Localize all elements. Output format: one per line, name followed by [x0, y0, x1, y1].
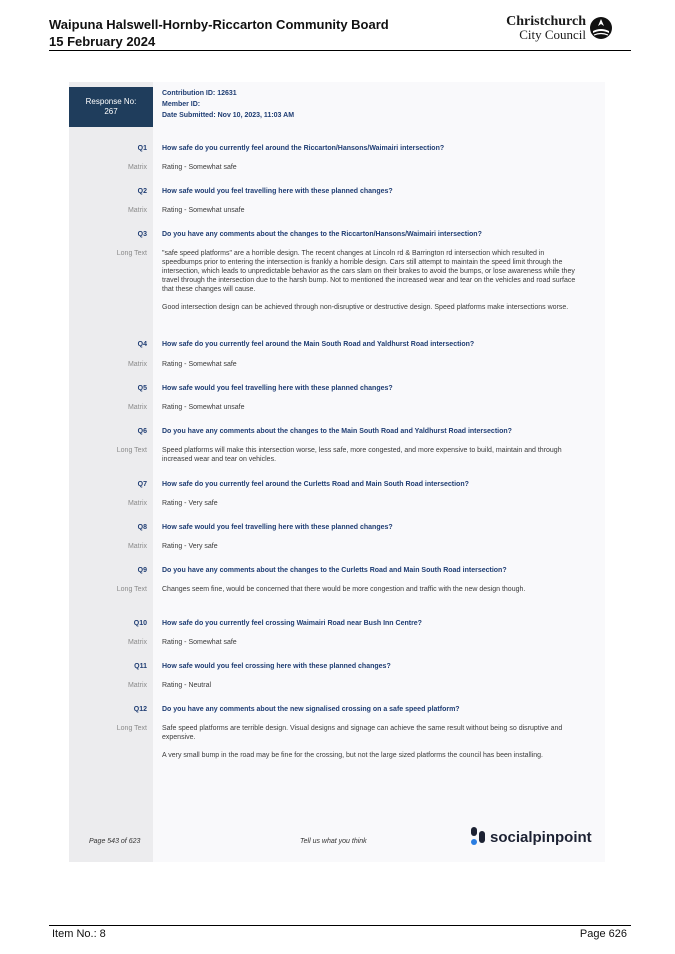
contribution-id: Contribution ID: 12631: [162, 90, 237, 97]
question-number: Q5: [137, 385, 147, 392]
question-number: Q10: [133, 620, 147, 627]
question-text: Do you have any comments about the changes to the Main South Road and Yaldhurst Road intersection?: [162, 428, 512, 435]
answer-type: Matrix: [127, 543, 147, 550]
answer-text: Rating - Somewhat safe: [162, 164, 237, 171]
response-number-value: 267: [104, 107, 118, 116]
question-number: Q6: [137, 428, 147, 435]
question-number: Q9: [137, 567, 147, 574]
answer-type: Long Text: [116, 725, 147, 732]
question-text: How safe would you feel crossing here with these planned changes?: [162, 663, 391, 670]
response-number-box: [69, 87, 153, 127]
member-id: Member ID:: [162, 101, 201, 108]
question-text: How safe do you currently feel around the Main South Road and Yaldhurst Road intersection?: [162, 341, 475, 348]
question-text: Do you have any comments about the new signalised crossing on a safe speed platform?: [162, 706, 460, 713]
page-number: Page 626: [579, 928, 627, 940]
board-title: [49, 16, 389, 50]
question-text: How safe do you currently feel crossing Waimairi Road near Bush Inn Centre?: [162, 620, 422, 627]
question-text: How safe would you feel travelling here with these planned changes?: [162, 385, 393, 392]
answer-type: Matrix: [127, 164, 147, 171]
answer-type: Long Text: [116, 586, 147, 593]
christchurch-city-council-logo-icon: [589, 16, 613, 40]
answer-type: Matrix: [127, 500, 147, 507]
socialpinpoint-wordmark: socialpinpoint: [490, 828, 592, 846]
answer-type: Matrix: [127, 207, 147, 214]
answer-text: Rating - Neutral: [162, 682, 212, 689]
answer-text: Rating - Somewhat unsafe: [162, 207, 245, 214]
answer-text: Rating - Somewhat unsafe: [162, 404, 245, 411]
answer-text: Rating - Very safe: [162, 543, 218, 550]
question-number: Q7: [137, 481, 147, 488]
council-logo-line2: City Council: [519, 27, 586, 42]
question-text: How safe would you feel travelling here with these planned changes?: [162, 188, 393, 195]
question-number: Q2: [137, 188, 147, 195]
answer-text: "safe speed platforms" are a horrible design. The recent changes at Lincoln rd & Barrington rd intersection which resulted in speedbumps prior to entering the intersection is frankly a horrible design. Cars still attempt to maintain the speed limit through the intersection, which leads to unpredictable behavior as the cars slam on their brakes to avoid the bumps, or lose awareness while they travel through the intersection due to the harsh bump. Not to mentioned the increased wear and tear on the vehicles and road surface that these changes will cause. Good intersection design can be achieved through non-disruptive or destructive design. Speed platforms make intersections worse.: [162, 250, 576, 311]
question-text: How safe do you currently feel around the Curletts Road and Main South Road intersection?: [162, 481, 469, 488]
meeting-date: 15 February 2024: [49, 34, 156, 49]
question-number: Q4: [137, 341, 147, 348]
question-number: Q3: [137, 231, 147, 238]
question-number: Q11: [134, 663, 147, 670]
question-text: How safe would you feel travelling here with these planned changes?: [162, 524, 393, 531]
response-meta: [162, 88, 294, 121]
answer-text: Rating - Somewhat safe: [162, 361, 237, 368]
answer-type: Matrix: [127, 682, 147, 689]
question-number: Q12: [133, 706, 147, 713]
response-card: [69, 82, 605, 862]
card-page-number: Page 543 of 623: [89, 838, 141, 845]
board-name: Waipuna Halswell-Hornby-Riccarton Community Board: [49, 17, 389, 32]
answer-text: Safe speed platforms are terrible design. Visual designs and signage can achieve the same result without being so disruptive and expensive. A very small bump in the road may be fine for the crossing, but not the large sized platforms the council has been installing.: [162, 725, 563, 759]
answer-type: Long Text: [116, 447, 147, 454]
answer-text: Rating - Somewhat safe: [162, 639, 237, 646]
question-text: How safe do you currently feel around the Riccarton/Hansons/Waimairi intersection?: [162, 145, 445, 152]
question-text: Do you have any comments about the changes to the Riccarton/Hansons/Waimairi intersection?: [162, 231, 482, 238]
footer-divider: [49, 925, 631, 926]
date-submitted: Date Submitted: Nov 10, 2023, 11:03 AM: [162, 112, 295, 119]
question-text: Do you have any comments about the changes to the Curletts Road and Main South Road intersection?: [162, 567, 507, 574]
answer-type: Matrix: [127, 361, 147, 368]
answer-text: Speed platforms will make this intersection worse, less safe, more congested, and more expensive to build, maintain and through increased wear and tear on vehicles.: [162, 447, 562, 463]
question-number: Q1: [137, 145, 147, 152]
answer-text: Changes seem fine, would be concerned that there would be more congestion and traffic with the new design though.: [162, 586, 526, 593]
card-label-column: [69, 82, 153, 862]
item-number: Item No.: 8: [52, 928, 106, 940]
socialpinpoint-logo: [471, 827, 592, 847]
council-logo-line1: Christchurch: [506, 14, 586, 29]
answer-type: Matrix: [127, 404, 147, 411]
answer-type: Matrix: [127, 639, 147, 646]
socialpinpoint-logo-icon: [471, 827, 486, 847]
answer-type: Long Text: [116, 250, 147, 257]
response-number-label: Response No:: [85, 97, 137, 106]
council-logo: [506, 15, 613, 41]
question-number: Q8: [137, 524, 147, 531]
card-tagline: Tell us what you think: [300, 838, 367, 845]
header-divider: [49, 50, 631, 51]
answer-text: Rating - Very safe: [162, 500, 218, 507]
